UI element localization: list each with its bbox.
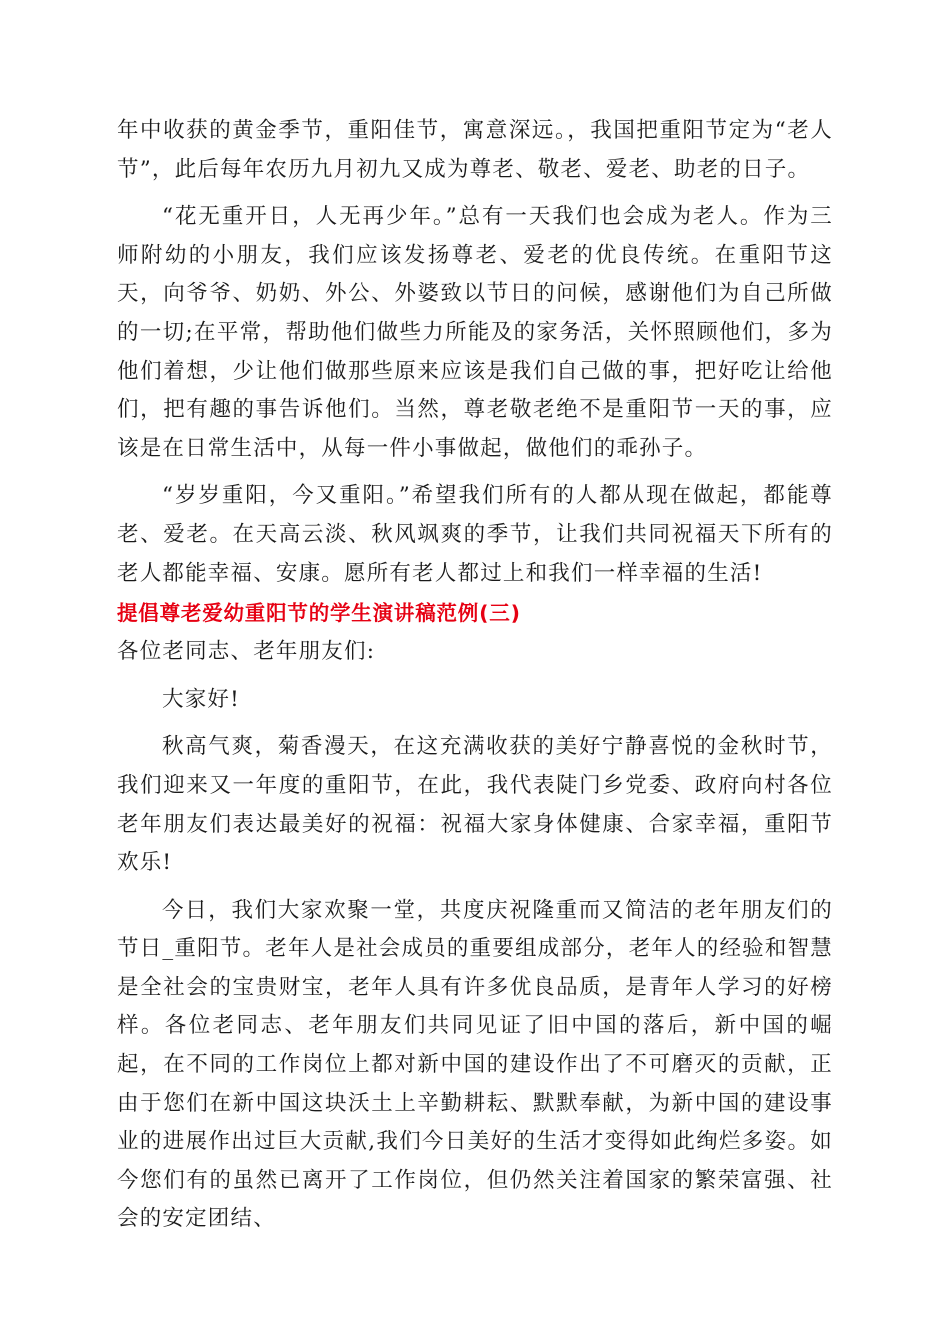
paragraph-elders-contribution: 今日，我们大家欢聚一堂，共度庆祝隆重而又简洁的老年朋友们的节日_重阳节。老年人是社会成员的重要组成部分，老年人的经验和智慧是全社会的宝贵财宝，老年人具有许多优良品质，是青年人学习的好榜样。各位老同志、老年朋友们共同见证了旧中国的落后，新中国的崛起，在不同的工作岗位上都对新中国的建设作出了不可磨灭的贡献，正由于您们在新中国这块沃土上辛勤耕耘、默默奉献，为新中国的建设事业的进展作出过巨大贡献,我们今日美好的生活才变得如此绚烂多姿。如今您们有的虽然已离开了工作岗位，但仍然关注着国家的繁荣富强、社会的安定团结、 xyxy=(117,897,833,1232)
paragraph-festival-wishes: 秋高气爽，菊香漫天，在这充满收获的美好宁静喜悦的金秋时节，我们迎来又一年度的重阳节，在此，我代表陡门乡党委、政府向村各位老年朋友们表达最美好的祝福：祝福大家身体健康、合家幸福，重阳节欢乐! xyxy=(117,734,833,876)
paragraph-blessing: “岁岁重阳，今又重阳。”希望我们所有的人都从现在做起，都能尊老、爱老。在天高云淡、秋风飒爽的季节，让我们共同祝福天下所有的老人都能幸福、安康。愿所有老人都过上和我们一样幸福的生活! xyxy=(117,483,833,586)
section-heading: 提倡尊老爱幼重阳节的学生演讲稿范例(三) xyxy=(117,601,521,626)
greeting: 大家好! xyxy=(162,686,240,712)
salutation: 各位老同志、老年朋友们: xyxy=(117,639,376,665)
document-page xyxy=(117,112,833,1239)
paragraph-closing-previous: 年中收获的黄金季节，重阳佳节，寓意深远。，我国把重阳节定为“老人节”，此后每年农历九月初九又成为尊老、敬老、爱老、助老的日子。 xyxy=(117,118,833,182)
paragraph-respect-elders: “花无重开日，人无再少年。”总有一天我们也会成为老人。作为三师附幼的小朋友，我们应该发扬尊老、爱老的优良传统。在重阳节这天，向爷爷、奶奶、外公、外婆致以节日的问候，感谢他们为自己所做的一切;在平常，帮助他们做些力所能及的家务活，关怀照顾他们，多为他们着想，少让他们做那些原来应该是我们自己做的事，把好吃让给他们，把有趣的事告诉他们。当然，尊老敬老绝不是重阳节一天的事，应该是在日常生活中，从每一件小事做起，做他们的乖孙子。 xyxy=(117,204,833,461)
